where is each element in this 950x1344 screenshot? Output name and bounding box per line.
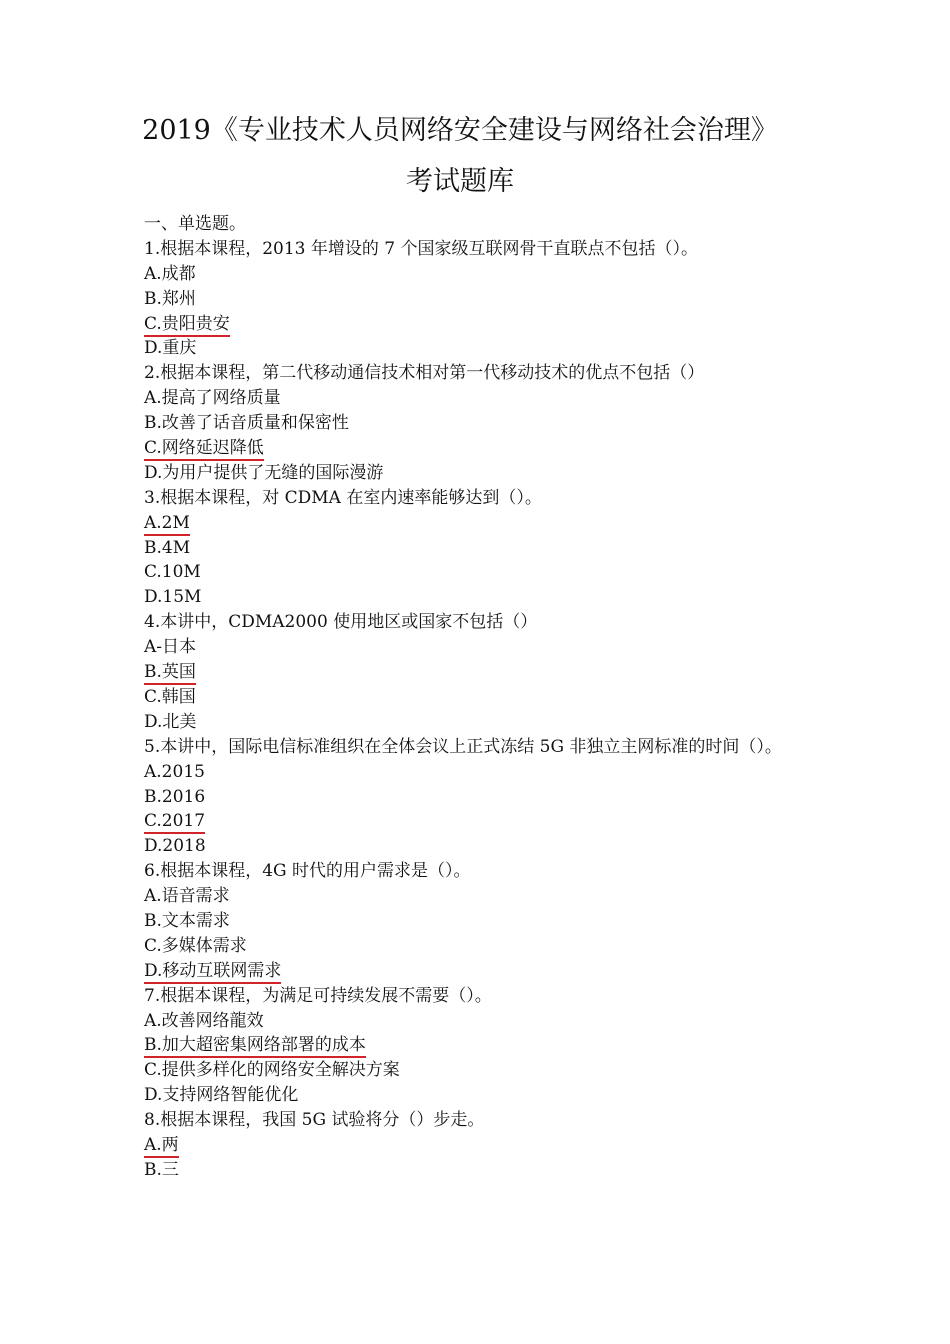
option-a: A.语音需求 [144, 886, 230, 907]
answer-underline: C.网络延迟降低 [144, 437, 264, 461]
answer-underline: D.移动互联网需求 [144, 960, 281, 984]
option-d: D.北美 [144, 711, 197, 732]
answer-underline: A.两 [144, 1134, 179, 1158]
answer-underline: A.2M [144, 512, 190, 536]
option-b-answer [144, 660, 824, 685]
answer-underline: C.贵阳贵安 [144, 313, 230, 337]
option-c-answer [144, 312, 824, 337]
option-d: D.2018 [144, 836, 206, 857]
question-text: 7.根据本课程，为满足可持续发展不需要（）。 [144, 985, 492, 1006]
option-c: C.提供多样化的网络安全解决方案 [144, 1060, 400, 1081]
option-a-answer [144, 1133, 824, 1158]
option-a: A-日本 [144, 637, 197, 658]
option-c: C.10M [144, 562, 201, 583]
option-c: C.多媒体需求 [144, 935, 247, 956]
section-heading: 一、单选题。 [144, 214, 246, 234]
option-a: A.2015 [144, 761, 205, 782]
option-a: A.提高了网络质量 [144, 388, 281, 409]
question-text: 2.根据本课程，第二代移动通信技术相对第一代移动技术的优点不包括（） [144, 363, 705, 384]
document-subtitle: 考试题库 [406, 166, 514, 197]
answer-underline: B.加大超密集网络部署的成本 [144, 1034, 366, 1058]
option-d-answer [144, 959, 824, 984]
option-b: B.2016 [144, 786, 206, 807]
option-a: A.改善网络龍效 [144, 1010, 264, 1031]
option-a-answer [144, 511, 824, 536]
question-text: 8.根据本课程，我国 5G 试验将分（）步走。 [144, 1110, 485, 1131]
question-text: 1.根据本课程，2013 年增设的 7 个国家级互联网骨干直联点不包括（）。 [144, 238, 699, 259]
option-d: D.为用户提供了无缝的国际漫游 [144, 462, 384, 483]
option-b: B.文本需求 [144, 910, 230, 931]
option-a: A.成都 [144, 263, 196, 284]
option-b: B.4M [144, 537, 191, 558]
option-c-answer [144, 436, 824, 461]
option-c-answer [144, 809, 824, 834]
option-d: D.支持网络智能优化 [144, 1085, 299, 1106]
option-d: D.15M [144, 587, 202, 608]
option-b-answer [144, 1033, 824, 1058]
option-d: D.重庆 [144, 338, 197, 359]
option-c: C.韩国 [144, 686, 196, 707]
option-b: B.郑州 [144, 288, 196, 309]
question-text: 5.本讲中，国际电信标准组织在全体会议上正式冻结 5G 非独立主网标准的时间（）。 [144, 736, 782, 757]
option-b: B.三 [144, 1159, 179, 1180]
question-text: 4.本讲中，CDMA2000 使用地区或国家不包括（） [144, 612, 538, 633]
question-text: 6.根据本课程，4G 时代的用户需求是（）。 [144, 861, 471, 882]
document-title: 2019《专业技术人员网络安全建设与网络社会治理》 [142, 115, 778, 146]
question-text: 3.根据本课程，对 CDMA 在室内速率能够达到（）。 [144, 487, 542, 508]
answer-underline: B.英国 [144, 661, 196, 685]
answer-underline: C.2017 [144, 810, 205, 834]
option-b: B.改善了话音质量和保密性 [144, 413, 349, 434]
question-bank [144, 212, 824, 1183]
